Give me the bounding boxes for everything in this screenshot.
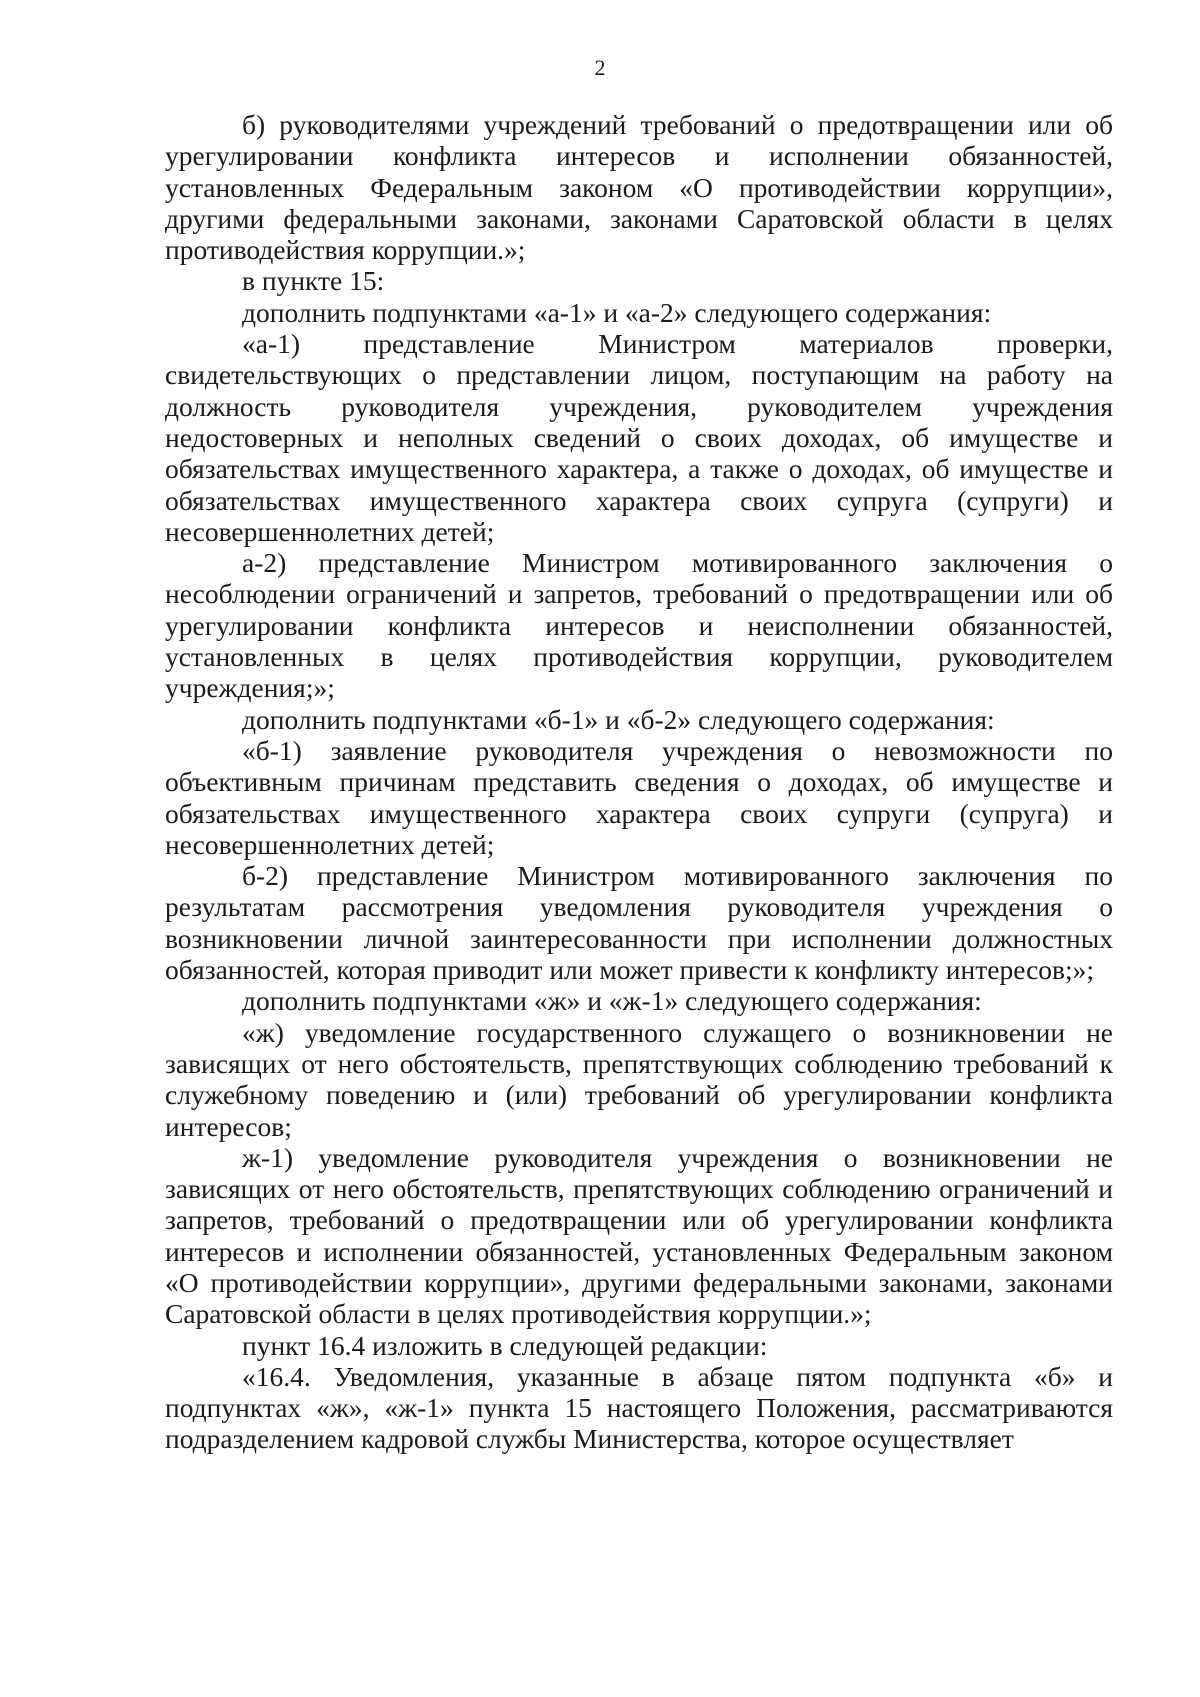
paragraph-a1: «а-1) представление Министром материалов проверки, свидетельствующих о представлении лицом, поступающим на работу на должность руководителя учреждения, руководителем учреждения недостоверных и неполных сведений о своих доходах, об имуществе и обязательствах имущественного характера, а также о доходах, об имуществе и обязательствах имущественного характера своих супруга (супруги) и несовершеннолетних детей;	[165, 328, 1113, 547]
paragraph-b2: б-2) представление Министром мотивированного заключения по результатам рассмотрения уведомления руководителя учреждения о возникновении личной заинтересованности при исполнении должностных обязанностей, которая приводит или может привести к конфликту интересов;»;	[165, 860, 1113, 986]
paragraph-b-heads-of-institutions: б) руководителями учреждений требований о предотвращении или об урегулировании конфликта интересов и исполнении обязанностей, установленных Федеральным законом «О противодействии коррупции», другими федеральными законами, законами Саратовской области в целях противодействия коррупции.»;	[165, 109, 1113, 266]
paragraph-point-16-4-intro: пункт 16.4 изложить в следующей редакции:	[242, 1329, 768, 1361]
paragraph-add-a1-a2: дополнить подпунктами «а-1» и «а-2» следующего содержания:	[242, 296, 992, 328]
document-body	[165, 109, 1113, 1455]
paragraph-a2: а-2) представление Министром мотивированного заключения о несоблюдении ограничений и запретов, требований о предотвращении или об урегулировании конфликта интересов и неисполнении обязанностей, установленных в целях противодействия коррупции, руководителем учреждения;»;	[165, 547, 1113, 704]
page-number: 2	[594, 55, 606, 80]
paragraph-zh: «ж) уведомление государственного служащего о возникновении не зависящих от него обстоятельств, препятствующих соблюдению требований к служебному поведению и (или) требований об урегулировании конфликта интересов;	[165, 1016, 1113, 1142]
paragraph-zh1: ж-1) уведомление руководителя учреждения о возникновении не зависящих от него обстоятельств, препятствующих соблюдению ограничений и запретов, требований о предотвращении или об урегулировании конфликта интересов и исполнении обязанностей, установленных Федеральным законом «О противодействии коррупции», другими федеральными законами, законами Саратовской области в целях противодействия коррупции.»;	[165, 1141, 1113, 1330]
paragraph-add-zh-zh1: дополнить подпунктами «ж» и «ж-1» следующего содержания:	[242, 985, 982, 1017]
paragraph-16-4: «16.4. Уведомления, указанные в абзаце пятом подпункта «б» и подпунктах «ж», «ж-1» пункта 15 настоящего Положения, рассматриваются подразделением кадровой службы Министерства, которое осуществляет	[165, 1360, 1113, 1455]
paragraph-b1: «б-1) заявление руководителя учреждения о невозможности по объективным причинам представить сведения о доходах, об имуществе и обязательствах имущественного характера своих супруги (супруга) и несовершеннолетних детей;	[165, 734, 1113, 860]
paragraph-in-point-15: в пункте 15:	[242, 265, 385, 297]
paragraph-add-b1-b2: дополнить подпунктами «б-1» и «б-2» следующего содержания:	[242, 703, 995, 735]
